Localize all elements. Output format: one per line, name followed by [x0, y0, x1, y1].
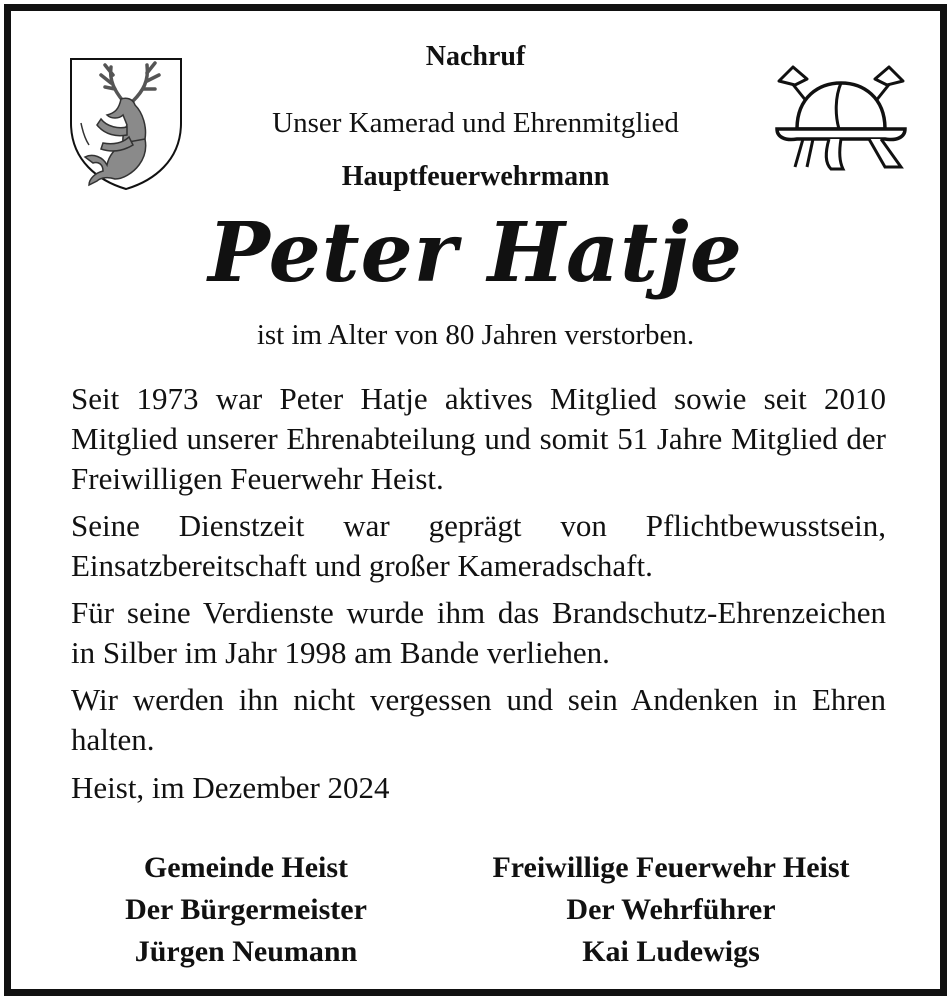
signature-org: Gemeinde Heist [143, 851, 349, 884]
dateline: Heist, im Dezember 2024 [71, 770, 390, 805]
body-paragraph: Seine Dienstzeit war geprägt von Pflichtbewusstsein, Einsatzbereitschaft und großer Kameradschaft. [71, 508, 886, 583]
notice-intro: Unser Kamerad und Ehrenmitglied [272, 107, 679, 139]
body-paragraph: Wir werden ihn nicht vergessen und sein Andenken in Ehren halten. [71, 682, 886, 757]
signature-org: Freiwillige Feuerwehr Heist [492, 851, 850, 884]
notice-heading: Nachruf [425, 41, 526, 72]
signature-role: Der Wehrführer [566, 893, 776, 926]
signature-role: Der Bürgermeister [125, 893, 367, 926]
signature-person: Jürgen Neumann [134, 935, 358, 968]
obituary-body [71, 379, 886, 808]
signature-person: Kai Ludewigs [582, 935, 760, 968]
signature-block-municipality [61, 847, 431, 973]
deceased-name: Peter Hatje [208, 205, 743, 301]
signature-block-fire-brigade [441, 847, 901, 973]
age-line: ist im Alter von 80 Jahren verstorben. [256, 319, 695, 351]
body-paragraph: Seit 1973 war Peter Hatje aktives Mitglied sowie seit 2010 Mitglied unserer Ehrenabteilung und somit 51 Jahre Mitglied der Freiwilligen Feuerwehr Heist. [71, 381, 886, 496]
deceased-rank: Hauptfeuerwehrmann [341, 161, 610, 192]
body-paragraph: Für seine Verdienste wurde ihm das Brandschutz-Ehrenzeichen in Silber im Jahr 1998 am Bande verliehen. [71, 595, 886, 670]
obituary-frame [4, 4, 947, 996]
